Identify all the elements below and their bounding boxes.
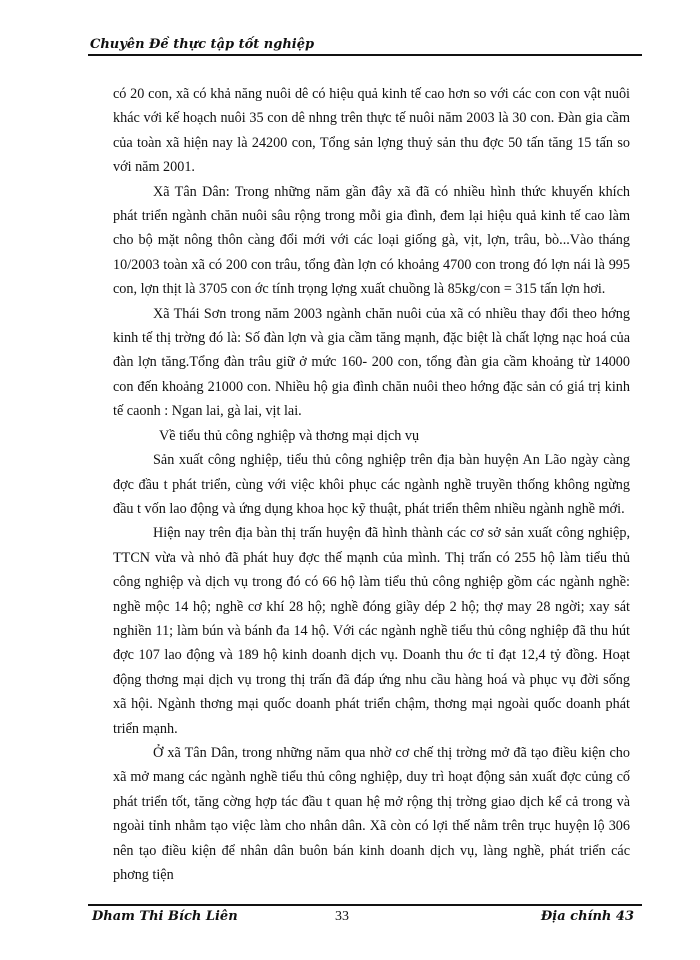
paragraph-thai-son-livestock: Xã Thái Sơn trong năm 2003 ngành chăn nuôi của xã có nhiều thay đổi theo hớng kinh tế thị trờng đó là: Số đàn lợn và gia cầm tăng mạnh, đặc biệt là chất lợng nạc hoá của đàn lợn tăng.Tổng đàn trâu giữ ở mức 160- 200 con, tổng đàn gia cầm khoảng từ 14000 con đến khoảng 21000 con. Nhiều hộ gia đình chăn nuôi theo hớng đặc sản có giá trị kinh tế caonh : Ngan lai, gà lai, vịt lai. — [113, 305, 630, 420]
paragraph-tan-dan-livestock: Xã Tân Dân: Trong những năm gần đây xã đã có nhiều hình thức khuyến khích phát triển ngành chăn nuôi sâu rộng trong mỗi gia đình, đem lại hiệu quả kinh tế cao làm cho bộ mặt nông thôn càng đổi mới với các loại giống gà, vịt, lợn, trâu, bò...Vào tháng 10/2003 toàn xã có 200 con trâu, tổng đàn lợn có khoảng 4700 con trong đó lợn nái là 995 con, lợn thịt là 3705 con ớc tính trọng lợng xuất chuồng là 85kg/con = 315 tấn lợn hơi. — [113, 183, 630, 298]
section-heading-handicraft: Về tiểu thủ công nghiệp và thơng mại dịch vụ — [159, 427, 420, 444]
footer-rule — [88, 904, 642, 906]
paragraph-goat-livestock: có 20 con, xã có khả năng nuôi dê có hiệu quả kinh tế cao hơn so với các con con vật nuôi khác với kế hoạch nuôi 35 con dê nhng trên thực tế nuôi năm 2003 là 30 con. Đàn gia cầm của toàn xã hiện nay là 24200 con, Tổng sản lợng thuỷ sản thu đợc 50 tấn tăng 15 tấn so với năm 2001. — [113, 86, 630, 176]
document-body — [113, 82, 630, 887]
paragraph-an-lao-industry: Sản xuất công nghiệp, tiểu thủ công nghiệp trên địa bàn huyện An Lão ngày càng đợc đầu t phát triển, cùng với việc khôi phục các ngành nghề truyền thống không ngừng đầu t vốn lao động và ứng dụng khoa học kỹ thuật, phát triển thêm nhiều ngành nghề mới. — [113, 452, 630, 517]
footer-class: Địa chính 43 — [540, 909, 634, 924]
paragraph-tan-dan-industry: Ở xã Tân Dân, trong những năm qua nhờ cơ chế thị trờng mở đã tạo điều kiện cho xã mở mang các ngành nghề tiểu thủ công nghiệp, duy trì hoạt động sản xuất đợc củng cố phát triển tốt, tăng cờng hợp tác đầu t quan hệ mở rộng thị trờng giao dịch kể cả trong và ngoài tỉnh nhằm tạo việc làm cho nhân dân. Xã còn có lợi thế nằm trên trục huyện lộ 306 nên tạo điều kiện để nhân dân buôn bán kinh doanh dịch vụ, làng nghề, phát triển các phơng tiện — [113, 744, 630, 883]
page-number: 33 — [335, 909, 349, 924]
paragraph-town-industry: Hiện nay trên địa bàn thị trấn huyện đã hình thành các cơ sở sản xuất công nghiệp, TTCN vừa và nhỏ đã phát huy đợc thế mạnh của mình. Thị trấn có 255 hộ làm tiểu thủ công nghiệp và dịch vụ trong đó có 66 hộ làm tiểu thủ công nghiệp gồm các ngành nghề: nghề mộc 14 hộ; nghề cơ khí 28 hộ; nghề đóng giầy dép 2 hộ; thợ may 28 ngời; xay sát nghiền 11; làm bún và bánh đa 14 hộ. Với các ngành nghề tiểu thủ công nghiệp đã thu hút đợc 107 lao động và 189 hộ kinh doanh dịch vụ. Doanh thu ớc tỉ đạt 12,4 tỷ đồng. Hoạt động thơng mại dịch vụ trong thị trấn đã đáp ứng nhu cầu hàng hoá và phục vụ đời sống xã hội. Ngành thơng mại quốc doanh phát triển chậm, thơng mại ngoài quốc doanh phát triển mạnh. — [113, 525, 630, 737]
footer-author: Dham Thi Bích Liên — [92, 909, 238, 924]
header-rule — [88, 54, 642, 56]
header-title: Chuyên Đề thực tập tốt nghiệp — [90, 37, 320, 52]
